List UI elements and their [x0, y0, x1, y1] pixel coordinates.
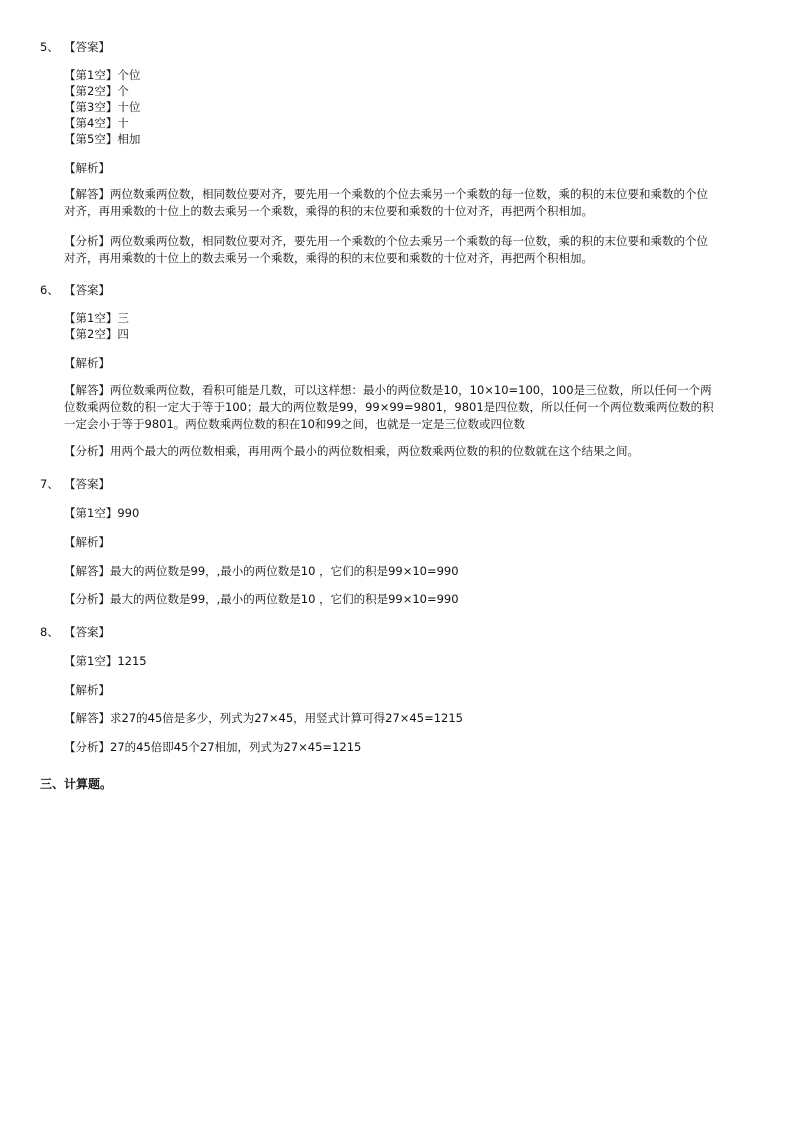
question-number: 6、 [40, 283, 59, 297]
blank-answer: 【第5空】相加 [64, 132, 141, 146]
solution-paragraph: 【解答】最大的两位数是99，,最小的两位数是10 ，它们的积是99×10=990 [64, 564, 459, 578]
blank-answer: 【第2空】个 [64, 84, 129, 98]
blank-answer: 【第1空】1215 [64, 654, 147, 668]
answer-label: 【答案】 [64, 625, 110, 639]
solution-paragraph: 【解答】两位数乘两位数，看积可能是几数，可以这样想：最小的两位数是10，10×10=100，100是三位数，所以任何一个两位数乘两位数的积一定大于等于100；最大的两位数是99，99×99=9801，9801是四位数，所以任何一个两位数乘两位数的积一定会小于等于9801。两位数乘两位数的积在10和99之间，也就是一定是三位数或四位数 [64, 383, 714, 431]
analysis-paragraph: 【分析】最大的两位数是99，,最小的两位数是10 ，它们的积是99×10=990 [64, 592, 459, 606]
analysis-label: 【解析】 [64, 356, 110, 370]
question-number: 5、 [40, 40, 59, 54]
question-number: 7、 [40, 477, 59, 491]
question-number: 8、 [40, 625, 59, 639]
blank-answer: 【第1空】三 [64, 311, 129, 325]
analysis-label: 【解析】 [64, 535, 110, 549]
blank-answer: 【第4空】十 [64, 116, 129, 130]
answer-label: 【答案】 [64, 40, 110, 54]
section-heading: 三、计算题。 [40, 777, 113, 791]
answer-label: 【答案】 [64, 283, 110, 297]
question-8-header [40, 624, 110, 640]
question-5-header [40, 39, 110, 55]
analysis-label: 【解析】 [64, 161, 110, 175]
question-7-header [40, 476, 110, 492]
analysis-paragraph: 【分析】用两个最大的两位数相乘，再用两个最小的两位数相乘，两位数乘两位数的积的位数就在这个结果之间。 [64, 444, 639, 458]
solution-paragraph: 【解答】求27的45倍是多少，列式为27×45，用竖式计算可得27×45=1215 [64, 711, 463, 725]
answer-label: 【答案】 [64, 477, 110, 491]
analysis-paragraph: 【分析】两位数乘两位数，相同数位要对齐，要先用一个乘数的个位去乘另一个乘数的每一位数，乘的积的末位要和乘数的个位对齐，再用乘数的十位上的数去乘另一个乘数，乘得的积的末位要和乘数的十位对齐，再把两个积相加。 [64, 234, 708, 265]
blank-answer: 【第3空】十位 [64, 100, 141, 114]
blank-answer: 【第2空】四 [64, 327, 129, 341]
analysis-paragraph: 【分析】27的45倍即45个27相加，列式为27×45=1215 [64, 740, 362, 754]
question-6-header [40, 282, 110, 298]
solution-paragraph: 【解答】两位数乘两位数，相同数位要对齐，要先用一个乘数的个位去乘另一个乘数的每一位数，乘的积的末位要和乘数的个位对齐，再用乘数的十位上的数去乘另一个乘数，乘得的积的末位要和乘数的十位对齐，再把两个积相加。 [64, 187, 708, 218]
blank-answer: 【第1空】个位 [64, 68, 141, 82]
analysis-label: 【解析】 [64, 683, 110, 697]
blank-answer: 【第1空】990 [64, 506, 140, 520]
